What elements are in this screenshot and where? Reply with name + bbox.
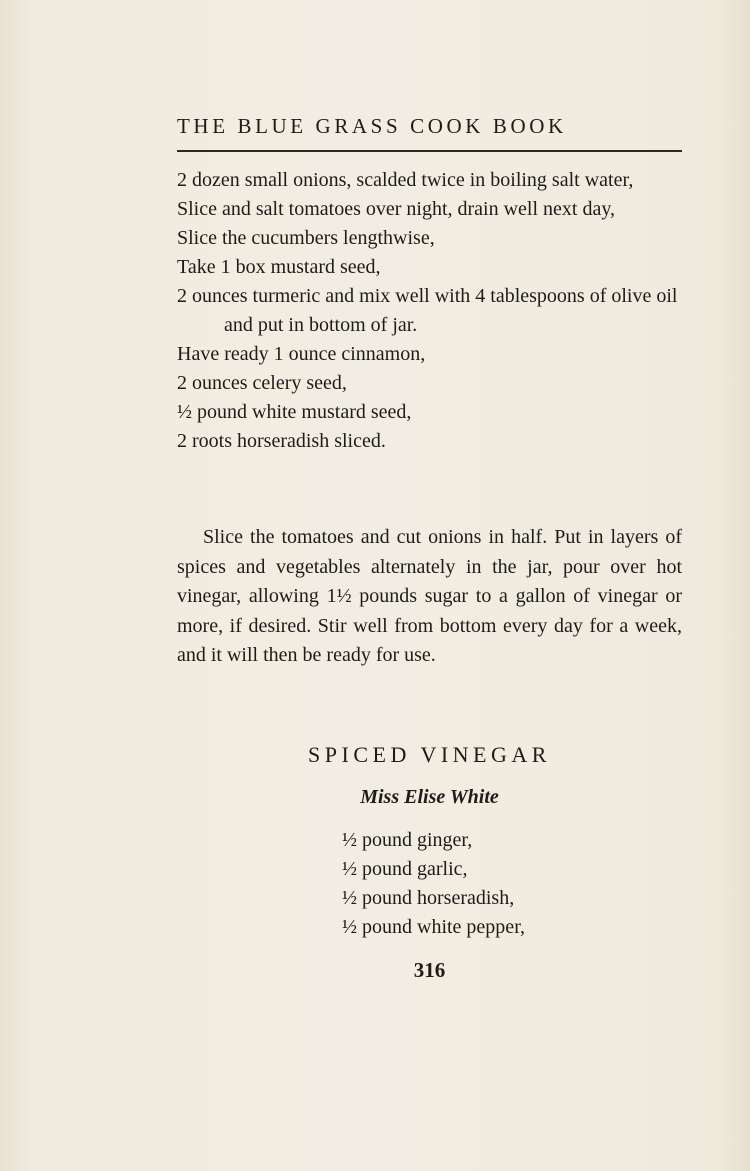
spice-item: ½ pound horseradish, — [342, 887, 515, 909]
ingredient-line: ½ pound white mustard seed, — [177, 401, 412, 423]
method-paragraph: Slice the tomatoes and cut onions in half. Put in layers of spices and vegetables alternately in the jar, pour over hot vinegar, allowing 1½ pounds sugar to a gallon of vinegar or more, if desired. Stir well from bottom every day for a week, and it will then be ready for use. — [177, 526, 682, 666]
ingredient-line: Have ready 1 ounce cinnamon, — [177, 343, 426, 365]
ingredient-line: 2 dozen small onions, scalded twice in boiling salt water, — [177, 169, 634, 191]
spice-item: ½ pound garlic, — [342, 858, 468, 880]
ingredient-list — [177, 166, 682, 456]
running-head: THE BLUE GRASS COOK BOOK — [177, 114, 567, 138]
ingredient-line: 2 roots horseradish sliced. — [177, 430, 386, 452]
recipe-author: Miss Elise White — [360, 786, 499, 808]
header-rule — [177, 150, 682, 152]
ingredient-line: 2 ounces celery seed, — [177, 372, 347, 394]
ingredient-line: Take 1 box mustard seed, — [177, 256, 381, 278]
spice-list — [342, 826, 525, 942]
recipe-title: SPICED VINEGAR — [308, 742, 551, 767]
ingredient-line: Slice and salt tomatoes over night, drain well next day, — [177, 198, 616, 220]
ingredient-line: 2 ounces turmeric and mix well with 4 tablespoons of olive oil and put in bottom of jar. — [177, 285, 678, 336]
spice-item: ½ pound ginger, — [342, 829, 473, 851]
spice-item: ½ pound white pepper, — [342, 916, 526, 938]
page-number: 316 — [413, 958, 446, 982]
ingredient-line: Slice the cucumbers lengthwise, — [177, 227, 435, 249]
